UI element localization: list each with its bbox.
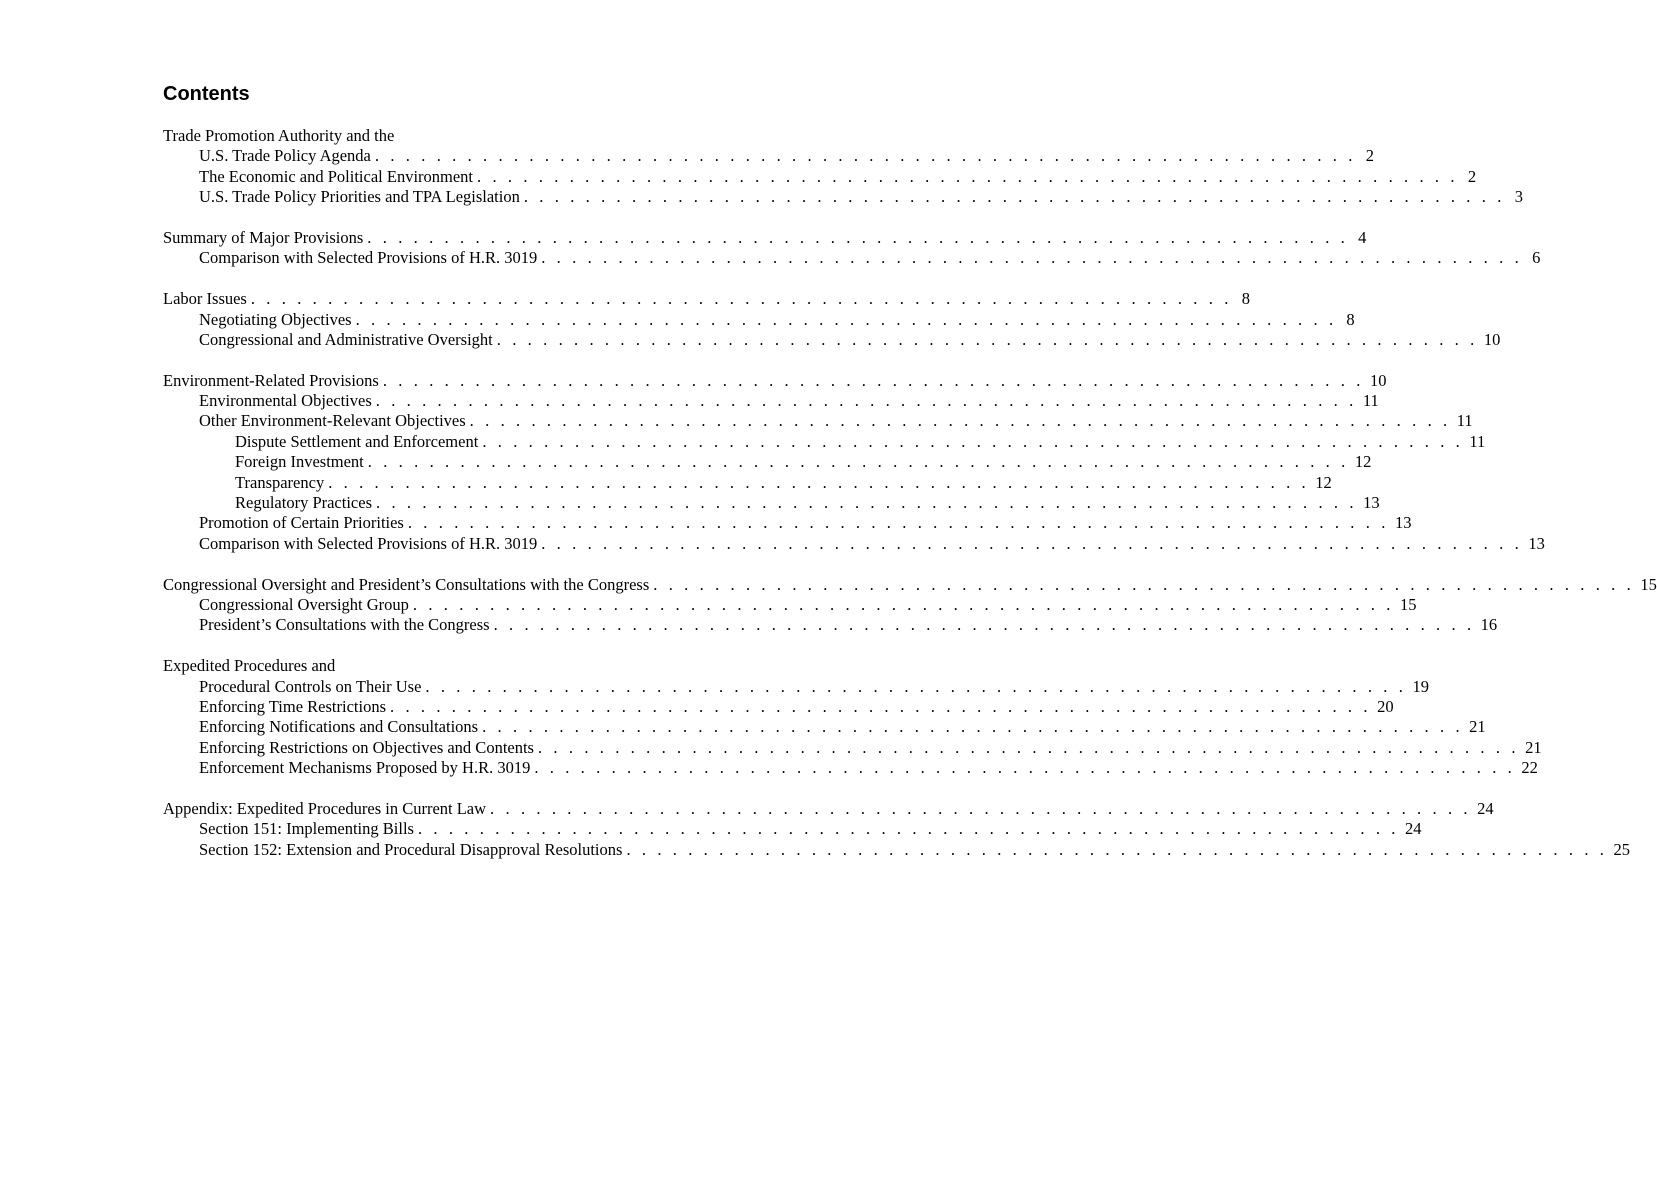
toc-page-number: 11	[1469, 431, 1486, 451]
toc-section	[163, 370, 1545, 555]
dot-leader: . . . . . . . . . . . . . . . . . . . . . . . . . . . . . . . . . . . . . . . . . . . . . . . . . . . . . . . . . . . . . . . .	[412, 594, 1394, 614]
dot-leader: . . . . . . . . . . . . . . . . . . . . . . . . . . . . . . . . . . . . . . . . . . . . . . . . . . . . . . . . . . . . . . . .	[250, 289, 1232, 309]
dot-leader: . . . . . . . . . . . . . . . . . . . . . . . . . . . . . . . . . . . . . . . . . . . . . . . . . . . . . . . . . . . . . . . .	[537, 737, 1520, 757]
toc-page-number: 2	[1365, 146, 1374, 166]
toc-page-number: 8	[1346, 309, 1355, 329]
toc-entry-title: President’s Consultations with the Congress	[199, 615, 490, 635]
dot-leader: . . . . . . . . . . . . . . . . . . . . . . . . . . . . . . . . . . . . . . . . . . . . . . . . . . . . . . . . . . . . . . . .	[541, 248, 1523, 268]
toc-entry[interactable]	[163, 227, 1367, 248]
toc-entry[interactable]	[163, 676, 1429, 697]
dot-leader: . . . . . . . . . . . . . . . . . . . . . . . . . . . . . . . . . . . . . . . . . . . . . . . . . . . . . . . . . . . . . . . .	[482, 717, 1464, 737]
toc-entry-title: Trade Promotion Authority and the	[163, 126, 395, 145]
toc-entry[interactable]	[163, 839, 1631, 860]
toc-entry-title: Dispute Settlement and Enforcement	[235, 431, 479, 451]
toc-page-number: 11	[1456, 411, 1473, 431]
toc-entry[interactable]	[163, 309, 1355, 330]
toc-section	[163, 126, 1523, 208]
toc-page-number: 4	[1358, 227, 1367, 247]
toc-entry[interactable]	[163, 758, 1538, 778]
toc-entry[interactable]	[163, 187, 1523, 207]
toc-entry[interactable]	[163, 574, 1657, 595]
toc-entry[interactable]	[163, 431, 1486, 452]
toc-entry[interactable]	[163, 533, 1545, 554]
toc-entry-title: Foreign Investment	[235, 452, 364, 472]
toc-page-number: 11	[1362, 391, 1379, 411]
toc-entry-title: U.S. Trade Policy Agenda	[199, 146, 371, 166]
toc-entry-title: Environmental Objectives	[199, 391, 372, 411]
toc-page-number: 6	[1532, 248, 1541, 268]
toc-entry-title: Procedural Controls on Their Use	[199, 676, 422, 696]
toc-entry	[163, 656, 758, 676]
toc-page-number: 10	[1369, 370, 1387, 390]
toc-section	[163, 289, 1501, 350]
toc-page-number: 21	[1469, 717, 1486, 737]
toc-entry	[163, 126, 758, 146]
dot-leader: . . . . . . . . . . . . . . . . . . . . . . . . . . . . . . . . . . . . . . . . . . . . . . . . . . . . . . . . . . . . . . . .	[328, 472, 1310, 492]
toc-entry-title: Section 151: Implementing Bills	[199, 819, 414, 839]
dot-leader: . . . . . . . . . . . . . . . . . . . . . . . . . . . . . . . . . . . . . . . . . . . . . . . . . . . . . . . . . . . . . . . .	[493, 615, 1475, 635]
dot-leader: . . . . . . . . . . . . . . . . . . . . . . . . . . . . . . . . . . . . . . . . . . . . . . . . . . . . . . . . . . . . . . . .	[375, 391, 1357, 411]
toc-page-number: 2	[1467, 166, 1477, 186]
toc-entry-title: Section 152: Extension and Procedural Disapproval Resolutions	[199, 839, 623, 859]
toc-page-number: 10	[1483, 329, 1501, 349]
toc-page-number: 24	[1405, 819, 1422, 839]
toc-page-number: 24	[1477, 798, 1494, 818]
toc-entry[interactable]	[163, 594, 1417, 615]
toc-entry-title: Regulatory Practices	[235, 493, 372, 513]
dot-leader: . . . . . . . . . . . . . . . . . . . . . . . . . . . . . . . . . . . . . . . . . . . . . . . . . . . . . . . . . . . . . . . .	[425, 676, 1407, 696]
toc-entry-title: Congressional and Administrative Oversight	[199, 329, 493, 349]
toc-page-number: 15	[1399, 594, 1417, 614]
toc-entry-title: Negotiating Objectives	[199, 309, 352, 329]
page-title: Contents	[163, 83, 250, 105]
toc-entry[interactable]	[163, 411, 1473, 431]
dot-leader: . . . . . . . . . . . . . . . . . . . . . . . . . . . . . . . . . . . . . . . . . . . . . . . . . . . . . . . . . . . . . . . .	[374, 146, 1356, 166]
toc-entry-title: Labor Issues	[163, 289, 247, 309]
toc-entry-title: Appendix: Expedited Procedures in Current Law	[163, 798, 487, 818]
toc-entry-title: Environment-Related Provisions	[163, 370, 379, 390]
toc-entry[interactable]	[163, 452, 1372, 472]
dot-leader: . . . . . . . . . . . . . . . . . . . . . . . . . . . . . . . . . . . . . . . . . . . . . . . . . . . . . . . . . . . . . . . .	[490, 798, 1472, 818]
dot-leader: . . . . . . . . . . . . . . . . . . . . . . . . . . . . . . . . . . . . . . . . . . . . . . . . . . . . . . . . . . . . . . . .	[523, 187, 1505, 207]
toc-page-number: 22	[1521, 758, 1538, 778]
toc-page-number: 13	[1394, 513, 1412, 533]
toc-entry-title: Enforcing Time Restrictions	[199, 696, 386, 716]
dot-leader: . . . . . . . . . . . . . . . . . . . . . . . . . . . . . . . . . . . . . . . . . . . . . . . . . . . . . . . . . . . . . . . .	[367, 452, 1349, 472]
toc-page-number: 8	[1241, 289, 1250, 309]
toc-entry-title: Summary of Major Provisions	[163, 227, 364, 247]
toc-page-number: 13	[1363, 493, 1380, 513]
toc-entry[interactable]	[163, 798, 1494, 819]
toc-entry-title: Enforcement Mechanisms Proposed by H.R. 3019	[199, 758, 531, 778]
toc-entry-title: U.S. Trade Policy Priorities and TPA Legislation	[199, 187, 520, 207]
toc-entry[interactable]	[163, 737, 1542, 758]
toc-entry-title: Enforcing Notifications and Consultations	[199, 717, 479, 737]
toc-entry-title: Transparency	[235, 472, 325, 492]
dot-leader: . . . . . . . . . . . . . . . . . . . . . . . . . . . . . . . . . . . . . . . . . . . . . . . . . . . . . . . . . . . . . . . .	[367, 227, 1349, 247]
dot-leader: . . . . . . . . . . . . . . . . . . . . . . . . . . . . . . . . . . . . . . . . . . . . . . . . . . . . . . . . . . . . . . . .	[376, 493, 1358, 513]
toc-section	[163, 227, 1541, 269]
toc-entry[interactable]	[163, 819, 1422, 839]
toc-entry[interactable]	[163, 472, 1332, 493]
table-of-contents	[163, 126, 1657, 880]
dot-leader: . . . . . . . . . . . . . . . . . . . . . . . . . . . . . . . . . . . . . . . . . . . . . . . . . . . . . . . . . . . . . . . .	[355, 309, 1337, 329]
toc-page-number: 25	[1613, 839, 1631, 859]
dot-leader: . . . . . . . . . . . . . . . . . . . . . . . . . . . . . . . . . . . . . . . . . . . . . . . . . . . . . . . . . . . . . . . .	[390, 696, 1372, 716]
toc-page-number: 16	[1480, 615, 1498, 635]
toc-entry[interactable]	[163, 513, 1412, 533]
dot-leader: . . . . . . . . . . . . . . . . . . . . . . . . . . . . . . . . . . . . . . . . . . . . . . . . . . . . . . . . . . . . . . . .	[541, 533, 1523, 553]
toc-entry-title: Comparison with Selected Provisions of H.R. 3019	[199, 248, 538, 268]
toc-entry[interactable]	[163, 146, 1374, 166]
toc-entry-title: Enforcing Restrictions on Objectives and Contents	[199, 737, 534, 757]
dot-leader: . . . . . . . . . . . . . . . . . . . . . . . . . . . . . . . . . . . . . . . . . . . . . . . . . . . . . . . . . . . . . . . .	[534, 758, 1516, 778]
toc-page-number: 21	[1525, 737, 1542, 757]
toc-entry[interactable]	[163, 615, 1498, 635]
toc-entry[interactable]	[163, 391, 1379, 411]
toc-entry-title: Congressional Oversight Group	[199, 594, 409, 614]
toc-entry-title: Expedited Procedures and	[163, 656, 336, 676]
dot-leader: . . . . . . . . . . . . . . . . . . . . . . . . . . . . . . . . . . . . . . . . . . . . . . . . . . . . . . . . . . . . . . . .	[496, 329, 1478, 349]
toc-page-number: 13	[1528, 533, 1545, 553]
toc-page-number: 3	[1514, 187, 1523, 207]
toc-entry[interactable]	[163, 166, 1477, 187]
dot-leader: . . . . . . . . . . . . . . . . . . . . . . . . . . . . . . . . . . . . . . . . . . . . . . . . . . . . . . . . . . . . . . . .	[482, 431, 1464, 451]
toc-page-number: 15	[1640, 574, 1657, 594]
toc-entry-title: The Economic and Political Environment	[199, 166, 474, 186]
toc-entry-title: Promotion of Certain Priorities	[199, 513, 404, 533]
toc-entry[interactable]	[163, 329, 1501, 350]
toc-entry[interactable]	[163, 493, 1380, 513]
toc-entry-title: Comparison with Selected Provisions of H.R. 3019	[199, 533, 538, 553]
toc-entry-title: Congressional Oversight and President’s Consultations with the Congress	[163, 574, 650, 594]
dot-leader: . . . . . . . . . . . . . . . . . . . . . . . . . . . . . . . . . . . . . . . . . . . . . . . . . . . . . . . . . . . . . . . .	[407, 513, 1389, 533]
toc-entry[interactable]	[163, 248, 1541, 268]
toc-entry[interactable]	[163, 289, 1250, 309]
toc-entry-title: Other Environment-Relevant Objectives	[199, 411, 466, 431]
toc-entry[interactable]	[163, 696, 1394, 717]
toc-entry[interactable]	[163, 717, 1486, 737]
toc-page-number: 20	[1377, 696, 1394, 716]
dot-leader: . . . . . . . . . . . . . . . . . . . . . . . . . . . . . . . . . . . . . . . . . . . . . . . . . . . . . . . . . . . . . . . .	[469, 411, 1451, 431]
dot-leader: . . . . . . . . . . . . . . . . . . . . . . . . . . . . . . . . . . . . . . . . . . . . . . . . . . . . . . . . . . . . . . . .	[382, 370, 1364, 390]
toc-page-number: 12	[1315, 472, 1332, 492]
toc-section	[163, 574, 1657, 636]
toc-section	[163, 656, 1542, 778]
dot-leader: . . . . . . . . . . . . . . . . . . . . . . . . . . . . . . . . . . . . . . . . . . . . . . . . . . . . . . . . . . . . . . . .	[653, 574, 1635, 594]
dot-leader: . . . . . . . . . . . . . . . . . . . . . . . . . . . . . . . . . . . . . . . . . . . . . . . . . . . . . . . . . . . . . . . .	[417, 819, 1400, 839]
toc-page-number: 12	[1354, 452, 1372, 472]
dot-leader: . . . . . . . . . . . . . . . . . . . . . . . . . . . . . . . . . . . . . . . . . . . . . . . . . . . . . . . . . . . . . . . .	[477, 166, 1459, 186]
dot-leader: . . . . . . . . . . . . . . . . . . . . . . . . . . . . . . . . . . . . . . . . . . . . . . . . . . . . . . . . . . . . . . . .	[626, 839, 1608, 859]
toc-entry[interactable]	[163, 370, 1387, 391]
toc-page-number: 19	[1412, 676, 1429, 696]
toc-section	[163, 798, 1631, 860]
